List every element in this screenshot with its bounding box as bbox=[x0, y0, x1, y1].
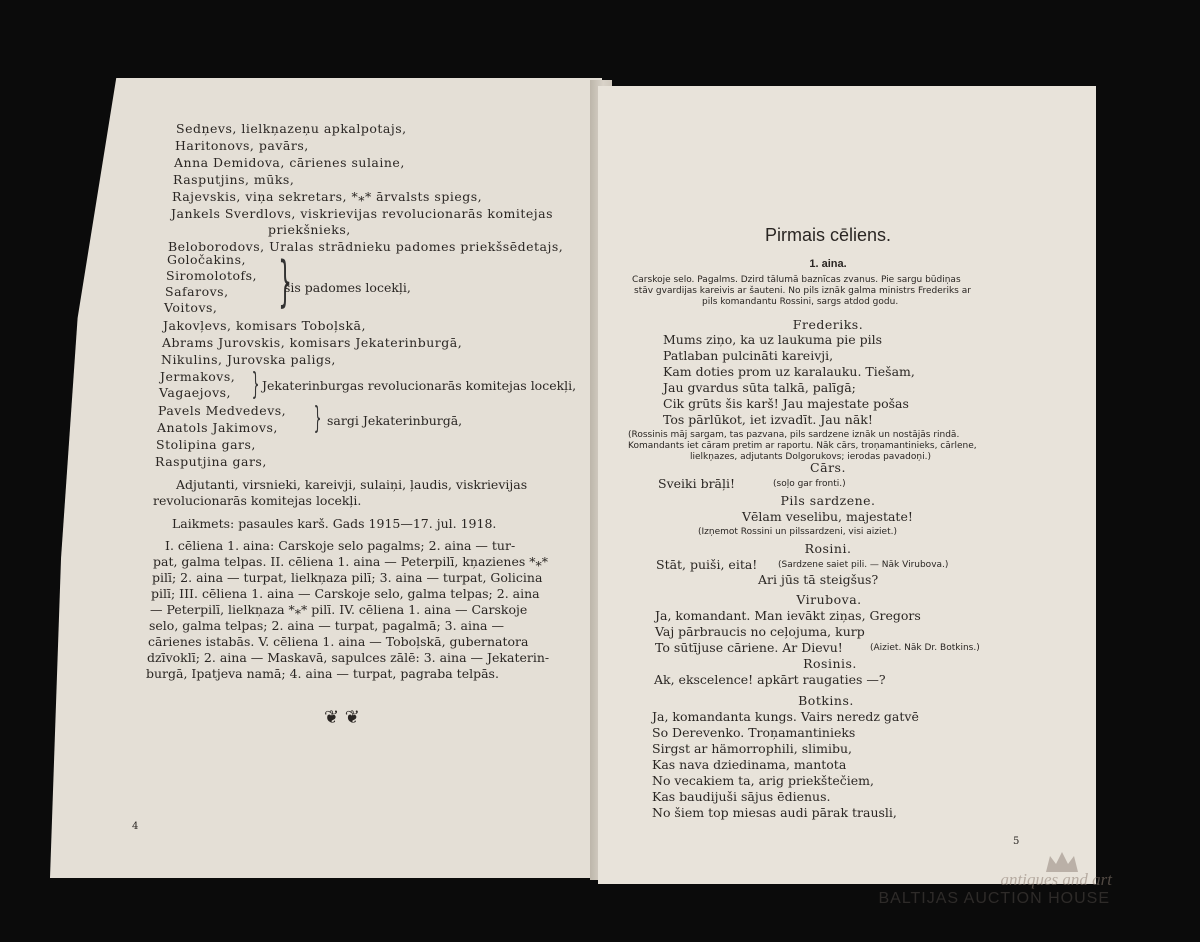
verse-line: No vecakiem ta, arig priekštečiem, bbox=[652, 773, 874, 788]
stage-direction-line: (Rossinis māj sargam, tas pazvana, pils sardzene iznāk un nostājās rindā. bbox=[628, 430, 960, 440]
verse-line: Kas baudijuši sājus ēdienus. bbox=[652, 789, 831, 804]
stage-direction-line: stāv gvardijas kareivis ar šauteni. No pils iznāk galma ministrs Frederiks ar bbox=[634, 286, 971, 296]
verse-line: Kam doties prom uz karalauku. Tiešam, bbox=[663, 364, 915, 379]
watermark-text: antiques and art bbox=[1000, 870, 1112, 889]
brace-label-sargi: sargi Jekaterinburgā, bbox=[327, 413, 463, 428]
verse-line: Cik grūts šis karš! Jau majestate pošas bbox=[663, 396, 909, 411]
verse-line: Ja, komandanta kungs. Vairs neredz gatvē bbox=[652, 709, 919, 724]
cast-line: Vagaejovs, bbox=[159, 385, 232, 400]
cast-line: Siromolotofs, bbox=[166, 268, 258, 283]
verse-line: To sūtījuse cāriene. Ar Dievu! bbox=[655, 640, 843, 655]
cast-line: Stolipina gars, bbox=[156, 437, 256, 452]
verse-line: Kas nava dziedinama, mantota bbox=[652, 757, 847, 772]
scene-line: — Peterpilī, lielkņaza *⁎* pilī. IV. cēliena 1. aina — Carskoje bbox=[150, 602, 528, 617]
cast-line: Anatols Jakimovs, bbox=[157, 420, 278, 435]
cast-line: Voitovs, bbox=[164, 300, 218, 315]
verse-line: No šiem top miesas audi pārak trausli, bbox=[652, 805, 897, 820]
cast-line: Abrams Jurovskis, komisars Jekaterinburgā, bbox=[162, 335, 463, 350]
verse-line: Patlaban pulcināti kareivji, bbox=[663, 348, 834, 363]
stage-direction-inline: (Izņemot Rossini un pilssardzeni, visi aiziet.) bbox=[698, 527, 897, 537]
verse-line: So Derevenko. Troņamantinieks bbox=[652, 725, 856, 740]
ornament: ❦ ❦ bbox=[324, 707, 360, 728]
cast-line: Safarovs, bbox=[165, 284, 229, 299]
cast-line: Rajevskis, viņa sekretars, *⁎* ārvalsts spiegs, bbox=[172, 189, 483, 204]
brace-symbol: } bbox=[251, 367, 260, 402]
act-title: Pirmais cēliens. bbox=[764, 225, 892, 245]
stage-direction-line: lielkņazes, adjutants Dolgorukovs; ierodas pavadoņi.) bbox=[690, 452, 931, 462]
verse-line: Ja, komandant. Man ievākt ziņas, Gregors bbox=[655, 608, 921, 623]
cast-line: Jakovļevs, komisars Toboļskā, bbox=[163, 318, 366, 333]
scene-line: selo, galma telpas; 2. aina — turpat, pagalmā; 3. aina — bbox=[149, 618, 504, 633]
verse-line: Vēlam veselibu, majestate! bbox=[742, 509, 913, 524]
time-line: Laikmets: pasaules karš. Gads 1915—17. jul. 1918. bbox=[172, 516, 497, 531]
verse-line: Stāt, puiši, eita! bbox=[656, 557, 758, 572]
watermark-subtext: BALTIJAS AUCTION HOUSE bbox=[878, 890, 1110, 907]
cast-line: Jermakovs, bbox=[160, 369, 236, 384]
brace-label-padome: šis padomes locekļi, bbox=[284, 280, 411, 295]
cast-line: Anna Demidova, cārienes sulaine, bbox=[174, 155, 405, 170]
brace-symbol: } bbox=[278, 250, 293, 313]
verse-line: Sirgst ar hämorrophili, slimibu, bbox=[652, 741, 852, 756]
page-number-left: 4 bbox=[132, 821, 139, 832]
stage-direction-inline: (Aiziet. Nāk Dr. Botkins.) bbox=[870, 643, 980, 653]
stage-direction-line: Carskoje selo. Pagalms. Dzird tālumā baznīcas zvanus. Pie sargu būdiņas bbox=[632, 275, 961, 285]
speaker-virubova: Virubova. bbox=[796, 592, 862, 607]
stage-direction-inline: (Sardzene saiet pili. — Nāk Virubova.) bbox=[778, 560, 949, 570]
stage-direction-inline: (soļo gar fronti.) bbox=[773, 479, 846, 489]
verse-line: Ari jūs tā steigšus? bbox=[758, 572, 879, 587]
brace-label-komiteja: Jekaterinburgas revolucionarās komitejas locekļi, bbox=[262, 378, 577, 393]
speaker-sardzene: Pils sardzene. bbox=[780, 493, 876, 508]
cast-line: Haritonovs, pavārs, bbox=[175, 138, 309, 153]
verse-line: Tos pārlūkot, iet izvadīt. Jau nāk! bbox=[663, 412, 873, 427]
scene-title: 1. aina. bbox=[809, 258, 847, 270]
verse-line: Jau gvardus sūta talkā, palīgā; bbox=[663, 380, 856, 395]
cast-line: Goločakins, bbox=[167, 252, 246, 267]
scene-line: I. cēliena 1. aina: Carskoje selo pagalms; 2. aina — tur- bbox=[165, 538, 516, 553]
scene-line: dzīvoklī; 2. aina — Maskavā, sapulces zālē: 3. aina — Jekaterin- bbox=[147, 650, 550, 665]
stage-direction-line: Komandants iet cāram pretim ar raportu. Nāk cārs, troņamantinieks, cārlene, bbox=[628, 441, 977, 451]
page-number-right: 5 bbox=[1013, 836, 1020, 847]
stage-direction-line: pils komandantu Rossini, sargs atdod godu. bbox=[702, 297, 899, 307]
speaker-rosinis: Rosinis. bbox=[803, 656, 857, 671]
verse-line: Vaj pārbraucis no ceļojuma, kurp bbox=[655, 624, 865, 639]
speaker-frederiks: Frederiks. bbox=[792, 317, 864, 332]
cast-line: Nikulins, Jurovska paligs, bbox=[161, 352, 336, 367]
scene-line: pilī; III. cēliena 1. aina — Carskoje selo, galma telpas; 2. aina bbox=[151, 586, 540, 601]
cast-line: Rasputjins, mūks, bbox=[173, 172, 295, 187]
speaker-rosini: Rosini. bbox=[804, 541, 852, 556]
scene-line: pat, galma telpas. II. cēliena 1. aina — Peterpilī, kņazienes *⁎* bbox=[153, 554, 549, 569]
extras-line: Adjutanti, virsnieki, kareivji, sulaiņi, ļaudis, viskrievijas bbox=[176, 477, 528, 492]
speaker-botkins: Botkins. bbox=[798, 693, 854, 708]
verse-line: Ak, ekscelence! apkārt raugaties —? bbox=[654, 672, 886, 687]
cast-line: priekšnieks, bbox=[268, 222, 351, 237]
scene-line: burgā, Ipatjeva namā; 4. aina — turpat, pagraba telpās. bbox=[146, 666, 499, 681]
cast-line: Beloborodovs, Uralas strādnieku padomes priekšsēdetajs, bbox=[168, 239, 564, 254]
brace-symbol: } bbox=[313, 401, 322, 436]
cast-line: Rasputjina gars, bbox=[155, 454, 267, 469]
cast-line: Jankels Sverdlovs, viskrievijas revolucionarās komitejas bbox=[171, 206, 553, 221]
scene-line: pilī; 2. aina — turpat, lielkņaza pilī; 3. aina — turpat, Golicina bbox=[152, 570, 543, 585]
verse-line: Mums ziņo, ka uz laukuma pie pils bbox=[663, 332, 882, 347]
scene-line: cārienes istabās. V. cēliena 1. aina — Toboļskā, gubernatora bbox=[148, 634, 529, 649]
cast-line: Pavels Medvedevs, bbox=[158, 403, 287, 418]
cast-line: Sedņevs, lielkņazeņu apkalpotajs, bbox=[176, 121, 407, 136]
verse-line: Sveiki brāļi! bbox=[658, 476, 736, 491]
speaker-cars: Cārs. bbox=[810, 460, 846, 475]
extras-line: revolucionarās komitejas locekļi. bbox=[153, 493, 362, 508]
